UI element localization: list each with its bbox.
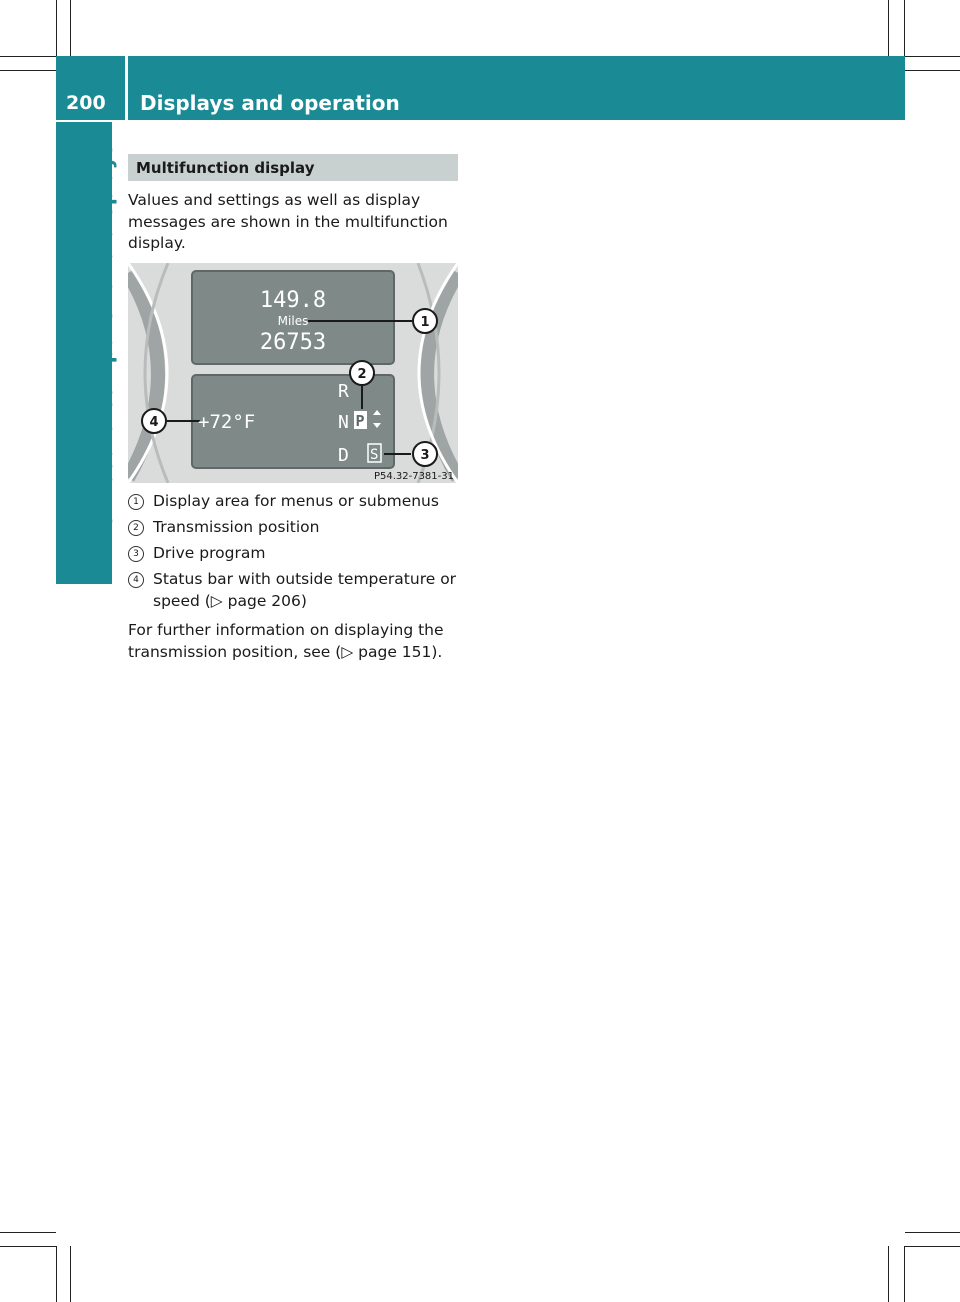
legend-number: 4	[128, 572, 144, 588]
crop-mark	[70, 0, 71, 56]
crop-mark	[70, 1246, 71, 1302]
legend-text: Status bar with outside temperature or speed (▷ page 206)	[153, 570, 457, 610]
legend-number: 1	[128, 494, 144, 510]
legend-item	[128, 491, 458, 513]
drive-program: S	[370, 447, 379, 463]
crop-mark	[0, 70, 56, 71]
legend-text: Drive program	[153, 544, 266, 562]
crop-mark	[904, 1246, 905, 1302]
callout-1: 1	[420, 315, 430, 330]
section-heading	[128, 154, 458, 181]
crop-mark	[888, 0, 889, 56]
temperature-value: +72°F	[198, 411, 256, 433]
callout-2: 2	[357, 367, 367, 382]
chapter-title: Displays and operation	[140, 91, 400, 115]
legend-number: 3	[128, 546, 144, 562]
crop-mark	[0, 56, 56, 57]
gear-r: R	[338, 381, 349, 402]
crop-mark	[888, 1246, 889, 1302]
crop-mark	[56, 0, 57, 56]
image-code: P54.32-7381-31	[373, 471, 454, 482]
callout-3: 3	[420, 448, 430, 463]
legend-item	[128, 569, 458, 613]
gear-n: N	[338, 412, 349, 433]
gear-p: P	[355, 412, 365, 430]
crop-mark	[904, 0, 905, 56]
legend-item	[128, 543, 458, 565]
trip-value: 149.8	[259, 288, 327, 313]
intro-paragraph: Values and settings as well as display messages are shown in the multifunction display.	[128, 191, 448, 252]
crop-mark	[0, 1232, 56, 1233]
crop-mark	[905, 1246, 960, 1247]
crop-mark	[0, 1246, 56, 1247]
side-tab-label: On-board computer and displays	[93, 143, 117, 530]
gear-d: D	[338, 445, 349, 466]
unit-label: Miles	[277, 314, 309, 328]
cluster-illustration	[128, 263, 458, 483]
crop-mark	[56, 1246, 57, 1302]
crop-mark	[905, 70, 960, 71]
legend-number: 2	[128, 520, 144, 536]
legend-text: Transmission position	[153, 518, 320, 536]
footer-paragraph: For further information on displaying the transmission position, see (▷ page 151).	[128, 621, 444, 661]
legend-item	[128, 517, 458, 539]
odometer-value: 26753	[259, 330, 327, 355]
page-number: 200	[66, 92, 106, 114]
section-heading-text: Multifunction display	[136, 159, 315, 177]
legend-text: Display area for menus or submenus	[153, 492, 439, 510]
crop-mark	[905, 1232, 960, 1233]
callout-4: 4	[149, 415, 159, 430]
instrument-cluster-figure	[128, 263, 458, 483]
header-separator	[125, 56, 128, 120]
crop-mark	[905, 56, 960, 57]
